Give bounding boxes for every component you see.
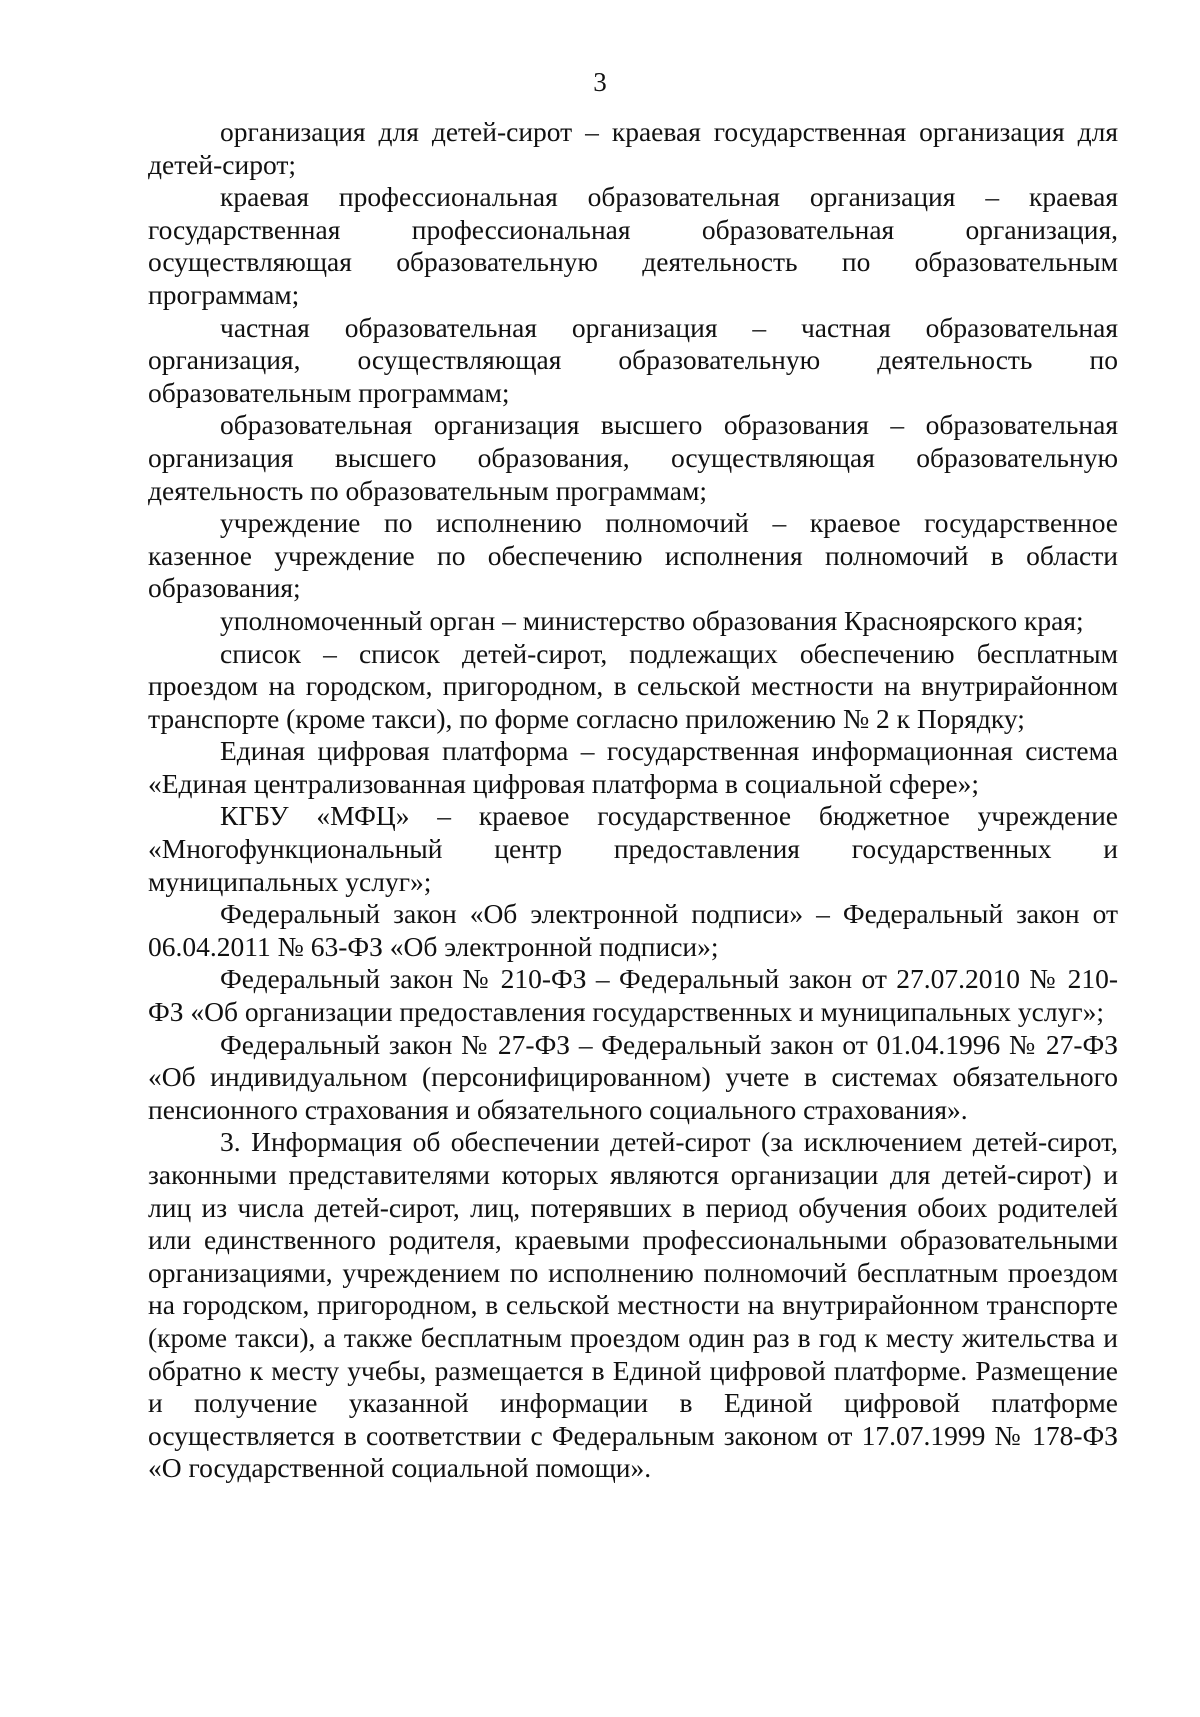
definition-authority-institution: учреждение по исполнению полномочий – краевое государственное казенное учреждение по обеспечению исполнения полномочий в области образования; — [148, 507, 1118, 604]
definition-private-organization: частная образовательная организация – частная образовательная организация, осуществляющая образовательную деятельность по образовательным программам; — [148, 311, 1118, 408]
definition-law-electronic-signature: Федеральный закон «Об электронной подписи» – Федеральный закон от 06.04.2011 № 63-ФЗ «Об электронной подписи»; — [148, 898, 1118, 962]
page-number: 3 — [593, 67, 607, 97]
clause-3: 3. Информация об обеспечении детей-сирот (за исключением детей-сирот, законными представителями которых являются организации для детей-сирот) и лиц из числа детей-сирот, лиц, потерявших в период обучения обоих родителей или единственного родителя, краевыми профессиональными образовательными организациями, учреждением по исполнению полномочий бесплатным проездом на городском, пригородном, в сельской местности на внутрирайонном транспорте (кроме такси), а также бесплатным проездом один раз в год к месту жительства и обратно к месту учебы, размещается в Единой цифровой платформе. Размещение и получение указанной информации в Единой цифровой платформе осуществляется в соответствии с Федеральным законом от 17.07.1999 № 178-ФЗ «О государственной социальной помощи». — [148, 1126, 1118, 1484]
definition-digital-platform: Единая цифровая платформа – государственная информационная система «Единая централизованная цифровая платформа в социальной сфере»; — [148, 735, 1118, 799]
definition-orphan-organization: организация для детей-сирот – краевая государственная организация для детей-сирот; — [148, 116, 1118, 180]
definition-law-210: Федеральный закон № 210-ФЗ – Федеральный закон от 27.07.2010 № 210-ФЗ «Об организации предоставления государственных и муниципальных услуг»; — [148, 963, 1118, 1028]
definition-law-27: Федеральный закон № 27-ФЗ – Федеральный закон от 01.04.1996 № 27-ФЗ «Об индивидуальном (персонифицированном) учете в системах обязательного пенсионного страхования и обязательного социального страхования». — [148, 1028, 1118, 1125]
definition-higher-education-organization: образовательная организация высшего образования – образовательная организация высшего образования, осуществляющая образовательную деятельность по образовательным программам; — [148, 409, 1118, 506]
definition-authorized-body: уполномоченный орган – министерство образования Красноярского края; — [220, 604, 1084, 636]
definition-mfc: КГБУ «МФЦ» – краевое государственное бюджетное учреждение «Многофункциональный центр предоставления государственных и муниципальных услуг»; — [148, 800, 1118, 897]
document-body — [148, 116, 1118, 1485]
definition-regional-professional-organization: краевая профессиональная образовательная организация – краевая государственная профессиональная образовательная организация, осуществляющая образовательную деятельность по образовательным программам; — [148, 181, 1118, 310]
definition-list: список – список детей-сирот, подлежащих обеспечению бесплатным проездом на городском, пригородном, в сельской местности на внутрирайонном транспорте (кроме такси), по форме согласно приложению № 2 к Порядку; — [148, 637, 1118, 734]
